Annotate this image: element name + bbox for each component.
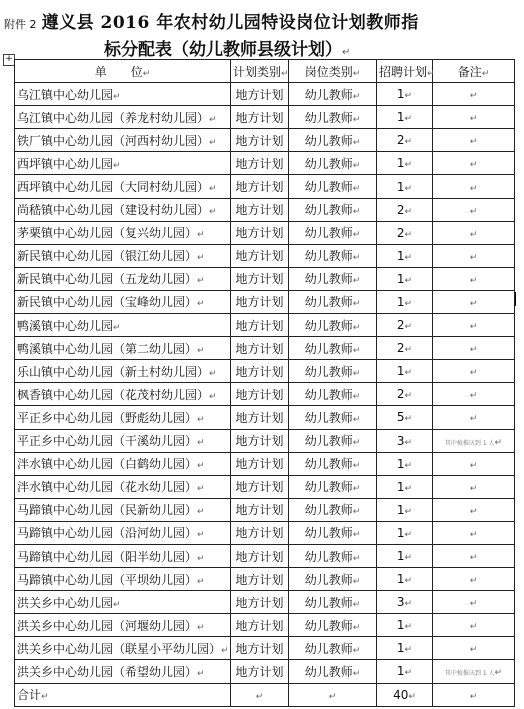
cell-post-type: 幼儿教师↵ bbox=[289, 544, 377, 567]
paragraph-mark-icon: ↵ bbox=[197, 507, 205, 518]
paragraph-mark-icon: ↵ bbox=[469, 91, 478, 102]
cell-plan-type: 地方计划 bbox=[231, 83, 289, 106]
cell-note bbox=[433, 244, 515, 267]
paragraph-mark-icon: ↵ bbox=[352, 391, 361, 402]
cell-total-count: 40↵ bbox=[377, 683, 433, 706]
cell-count: 1↵ bbox=[377, 544, 433, 567]
cell-note bbox=[433, 106, 515, 129]
cell-post-type: 幼儿教师↵ bbox=[289, 106, 377, 129]
paragraph-mark-icon: ↵ bbox=[197, 553, 205, 564]
cell-count: 1↵ bbox=[377, 290, 433, 313]
paragraph-mark-icon: ↵ bbox=[209, 137, 217, 148]
cell-plan-type: 地方计划 bbox=[231, 637, 289, 660]
cell-note bbox=[433, 591, 515, 614]
paragraph-mark-icon: ↵ bbox=[197, 414, 205, 425]
paragraph-mark-icon: ↵ bbox=[469, 183, 478, 194]
cell-post-type: 幼儿教师↵ bbox=[289, 360, 377, 383]
cell-empty bbox=[433, 683, 515, 706]
cell-plan-type: 地方计划 bbox=[231, 498, 289, 521]
cell-count: 2↵ bbox=[377, 221, 433, 244]
cell-note bbox=[433, 129, 515, 152]
paragraph-mark-icon: ↵ bbox=[469, 298, 478, 309]
paragraph-mark-icon: ↵ bbox=[209, 368, 217, 379]
paragraph-mark-icon: ↵ bbox=[469, 114, 478, 125]
paragraph-mark-icon: ↵ bbox=[352, 68, 361, 79]
cell-unit: 新民镇中心幼儿园（五龙幼儿园）↵ bbox=[15, 267, 231, 290]
paragraph-mark-icon: ↵ bbox=[197, 668, 205, 679]
cell-unit: 平正乡中心幼儿园（干溪幼儿园）↵ bbox=[15, 429, 231, 452]
cell-count: 2↵ bbox=[377, 198, 433, 221]
cell-plan-type: 地方计划 bbox=[231, 337, 289, 360]
table-row bbox=[15, 337, 515, 360]
paragraph-mark-icon: ↵ bbox=[469, 137, 478, 148]
table-row bbox=[15, 129, 515, 152]
paragraph-mark-icon: ↵ bbox=[404, 599, 413, 610]
cell-note bbox=[433, 337, 515, 360]
cell-unit: 新民镇中心幼儿园（宝峰幼儿园）↵ bbox=[15, 290, 231, 313]
cell-plan-type: 地方计划 bbox=[231, 106, 289, 129]
paragraph-mark-icon: ↵ bbox=[404, 668, 413, 679]
paragraph-mark-icon: ↵ bbox=[404, 414, 413, 425]
cell-note bbox=[433, 198, 515, 221]
table-row bbox=[15, 267, 515, 290]
cell-note bbox=[433, 221, 515, 244]
cell-total-label: 合计↵ bbox=[15, 683, 231, 706]
document-title-line2 bbox=[104, 35, 350, 60]
table-row bbox=[15, 475, 515, 498]
paragraph-mark-icon: ↵ bbox=[352, 160, 361, 171]
cell-unit: 铁厂镇中心幼儿园（河西村幼儿园）↵ bbox=[15, 129, 231, 152]
paragraph-mark-icon: ↵ bbox=[404, 252, 413, 263]
cell-plan-type: 地方计划 bbox=[231, 152, 289, 175]
paragraph-mark-icon: ↵ bbox=[352, 276, 361, 287]
cell-count: 1↵ bbox=[377, 614, 433, 637]
cell-note bbox=[433, 406, 515, 429]
paragraph-mark-icon: ↵ bbox=[352, 322, 361, 333]
paragraph-mark-icon: ↵ bbox=[404, 645, 413, 656]
paragraph-mark-icon: ↵ bbox=[352, 299, 361, 310]
paragraph-mark-icon: ↵ bbox=[404, 460, 413, 471]
paragraph-mark-icon: ↵ bbox=[197, 345, 205, 356]
header-count: 招聘计划↵ bbox=[377, 60, 433, 83]
paragraph-mark-icon: ↵ bbox=[113, 322, 121, 333]
paragraph-mark-icon: ↵ bbox=[197, 484, 205, 495]
paragraph-mark-icon: ↵ bbox=[404, 576, 413, 587]
paragraph-mark-icon: ↵ bbox=[352, 184, 361, 195]
cell-unit: 马蹄镇中心幼儿园（阳半幼儿园）↵ bbox=[15, 544, 231, 567]
paragraph-mark-icon: ↵ bbox=[113, 599, 121, 610]
table-row bbox=[15, 614, 515, 637]
table-row bbox=[15, 544, 515, 567]
cell-plan-type: 地方计划 bbox=[231, 175, 289, 198]
paragraph-mark-icon: ↵ bbox=[469, 229, 478, 240]
table-row bbox=[15, 660, 515, 683]
paragraph-mark-icon: ↵ bbox=[469, 322, 478, 333]
cell-unit: 尚嵇镇中心幼儿园（建设村幼儿园）↵ bbox=[15, 198, 231, 221]
paragraph-mark-icon: ↵ bbox=[197, 622, 205, 633]
cell-empty bbox=[231, 683, 289, 706]
paragraph-mark-icon: ↵ bbox=[404, 553, 413, 564]
paragraph-mark-icon: ↵ bbox=[404, 322, 413, 333]
paragraph-mark-icon: ↵ bbox=[352, 553, 361, 564]
paragraph-mark-icon: ↵ bbox=[352, 484, 361, 495]
paragraph-mark-icon: ↵ bbox=[404, 345, 413, 356]
paragraph-mark-icon: ↵ bbox=[404, 368, 413, 379]
cell-post-type: 幼儿教师↵ bbox=[289, 175, 377, 198]
paragraph-mark-icon: ↵ bbox=[352, 507, 361, 518]
cell-unit: 洪关乡中心幼儿园（希望幼儿园）↵ bbox=[15, 660, 231, 683]
table-row bbox=[15, 152, 515, 175]
cell-plan-type: 地方计划 bbox=[231, 660, 289, 683]
paragraph-mark-icon: ↵ bbox=[352, 368, 361, 379]
paragraph-mark-icon: ↵ bbox=[352, 438, 361, 449]
cell-unit: 马蹄镇中心幼儿园（沿河幼儿园）↵ bbox=[15, 521, 231, 544]
cell-note bbox=[433, 521, 515, 544]
paragraph-mark-icon: ↵ bbox=[113, 91, 121, 102]
cell-count: 1↵ bbox=[377, 83, 433, 106]
cell-unit: 马蹄镇中心幼儿园（平坝幼儿园）↵ bbox=[15, 568, 231, 591]
paragraph-mark-icon: ↵ bbox=[404, 391, 413, 402]
paragraph-mark-icon: ↵ bbox=[113, 160, 121, 171]
cell-plan-type: 地方计划 bbox=[231, 544, 289, 567]
paragraph-mark-icon: ↵ bbox=[469, 368, 478, 379]
paragraph-mark-icon: ↵ bbox=[352, 114, 361, 125]
cell-unit: 新民镇中心幼儿园（银江幼儿园）↵ bbox=[15, 244, 231, 267]
paragraph-mark-icon: ↵ bbox=[494, 437, 503, 448]
paragraph-mark-icon: ↵ bbox=[197, 438, 205, 449]
table-row bbox=[15, 429, 515, 452]
table-row bbox=[15, 290, 515, 313]
table-body bbox=[15, 83, 515, 707]
paragraph-mark-icon: ↵ bbox=[469, 414, 478, 425]
cell-count: 2↵ bbox=[377, 337, 433, 360]
paragraph-mark-icon: ↵ bbox=[427, 68, 435, 79]
cell-post-type: 幼儿教师↵ bbox=[289, 198, 377, 221]
cell-note bbox=[433, 452, 515, 475]
cell-count: 1↵ bbox=[377, 452, 433, 475]
paragraph-mark-icon: ↵ bbox=[197, 230, 205, 241]
paragraph-mark-icon: ↵ bbox=[469, 599, 478, 610]
cell-post-type: 幼儿教师↵ bbox=[289, 267, 377, 290]
paragraph-mark-icon: ↵ bbox=[352, 622, 361, 633]
cell-note bbox=[433, 637, 515, 660]
paragraph-mark-icon: ↵ bbox=[404, 229, 413, 240]
paragraph-mark-icon: ↵ bbox=[469, 553, 478, 564]
paragraph-mark-icon: ↵ bbox=[469, 645, 478, 656]
paragraph-mark-icon: ↵ bbox=[197, 530, 205, 541]
paragraph-mark-icon: ↵ bbox=[209, 207, 217, 218]
cell-plan-type: 地方计划 bbox=[231, 429, 289, 452]
cell-count: 1↵ bbox=[377, 106, 433, 129]
paragraph-mark-icon: ↵ bbox=[469, 345, 478, 356]
cell-post-type: 幼儿教师↵ bbox=[289, 129, 377, 152]
paragraph-mark-icon: ↵ bbox=[404, 483, 413, 494]
cell-empty bbox=[289, 683, 377, 706]
table-row bbox=[15, 106, 515, 129]
document-title: 遵义县 2016 年农村幼儿园特设岗位计划教师指 bbox=[41, 13, 419, 33]
paragraph-mark-icon: ↵ bbox=[404, 275, 413, 286]
table-row bbox=[15, 360, 515, 383]
cell-count: 2↵ bbox=[377, 314, 433, 337]
table-row bbox=[15, 452, 515, 475]
paragraph-mark-icon: ↵ bbox=[352, 530, 361, 541]
paragraph-mark-icon: ↵ bbox=[469, 506, 478, 517]
paragraph-mark-icon: ↵ bbox=[142, 68, 151, 79]
cell-post-type: 幼儿教师↵ bbox=[289, 244, 377, 267]
cell-count: 3↵ bbox=[377, 591, 433, 614]
cell-note bbox=[433, 498, 515, 521]
table-row bbox=[15, 175, 515, 198]
cell-plan-type: 地方计划 bbox=[231, 568, 289, 591]
cell-unit: 乐山镇中心幼儿园（新土村幼儿园）↵ bbox=[15, 360, 231, 383]
cell-note: 其中植推庆到 1 人↵ bbox=[433, 429, 515, 452]
cell-note bbox=[433, 314, 515, 337]
paragraph-mark-icon: ↵ bbox=[494, 668, 503, 679]
cell-unit: 洪关乡中心幼儿园↵ bbox=[15, 591, 231, 614]
paragraph-mark-icon: ↵ bbox=[221, 645, 229, 656]
paragraph-mark-icon: ↵ bbox=[352, 599, 361, 610]
cell-plan-type: 地方计划 bbox=[231, 221, 289, 244]
total-row bbox=[15, 683, 515, 706]
cell-post-type: 幼儿教师↵ bbox=[289, 221, 377, 244]
paragraph-mark-icon: ↵ bbox=[404, 437, 413, 448]
cell-note bbox=[433, 152, 515, 175]
cell-post-type: 幼儿教师↵ bbox=[289, 383, 377, 406]
paragraph-mark-icon: ↵ bbox=[469, 576, 478, 587]
table-row bbox=[15, 83, 515, 106]
cell-note bbox=[433, 175, 515, 198]
table-row bbox=[15, 198, 515, 221]
cell-count: 3↵ bbox=[377, 429, 433, 452]
table-row bbox=[15, 637, 515, 660]
paragraph-mark-icon: ↵ bbox=[469, 275, 478, 286]
paragraph-mark-icon: ↵ bbox=[469, 391, 478, 402]
cell-plan-type: 地方计划 bbox=[231, 267, 289, 290]
cell-post-type: 幼儿教师↵ bbox=[289, 498, 377, 521]
cell-plan-type: 地方计划 bbox=[231, 290, 289, 313]
cell-note bbox=[433, 383, 515, 406]
cell-note: 其中植推庆到 1 人↵ bbox=[433, 660, 515, 683]
paragraph-mark-icon: ↵ bbox=[352, 207, 361, 218]
paragraph-mark-icon: ↵ bbox=[404, 114, 413, 125]
table-row bbox=[15, 383, 515, 406]
table-move-handle-icon[interactable]: + bbox=[3, 54, 15, 66]
paragraph-mark-icon: ↵ bbox=[352, 345, 361, 356]
paragraph-mark-icon: ↵ bbox=[352, 91, 361, 102]
paragraph-mark-icon: ↵ bbox=[197, 299, 205, 310]
paragraph-mark-icon: ↵ bbox=[352, 137, 361, 148]
table-row bbox=[15, 244, 515, 267]
cell-count: 1↵ bbox=[377, 498, 433, 521]
cell-unit: 洪关乡中心幼儿园（联星小平幼儿园）↵ bbox=[15, 637, 231, 660]
cell-post-type: 幼儿教师↵ bbox=[289, 406, 377, 429]
paragraph-mark-icon: ↵ bbox=[197, 576, 205, 587]
paragraph-mark-icon: ↵ bbox=[481, 68, 490, 79]
paragraph-mark-icon: ↵ bbox=[281, 68, 289, 79]
cell-note bbox=[433, 568, 515, 591]
table-row bbox=[15, 314, 515, 337]
paragraph-mark-icon: ↵ bbox=[209, 114, 217, 125]
header-unit: 单 位↵ bbox=[15, 60, 231, 83]
paragraph-mark-icon: ↵ bbox=[352, 230, 361, 241]
cell-unit: 枫香镇中心幼儿园（花茂村幼儿园）↵ bbox=[15, 383, 231, 406]
paragraph-mark-icon: ↵ bbox=[197, 276, 205, 287]
header-plan-type: 计划类别↵ bbox=[231, 60, 289, 83]
paragraph-mark-icon: ↵ bbox=[352, 253, 361, 264]
cell-post-type: 幼儿教师↵ bbox=[289, 591, 377, 614]
cell-plan-type: 地方计划 bbox=[231, 383, 289, 406]
cell-plan-type: 地方计划 bbox=[231, 198, 289, 221]
paragraph-mark-icon: ↵ bbox=[404, 160, 413, 171]
paragraph-mark-icon: ↵ bbox=[404, 91, 413, 102]
paragraph-mark-icon: ↵ bbox=[41, 692, 49, 703]
cell-count: 1↵ bbox=[377, 660, 433, 683]
paragraph-mark-icon: ↵ bbox=[352, 576, 361, 587]
attachment-label: 附件 2 bbox=[4, 18, 37, 31]
cell-unit: 乌江镇中心幼儿园（养龙村幼儿园）↵ bbox=[15, 106, 231, 129]
cell-note bbox=[433, 614, 515, 637]
paragraph-mark-icon: ↵ bbox=[469, 160, 478, 171]
table-row bbox=[15, 406, 515, 429]
header-note: 备注↵ bbox=[433, 60, 515, 83]
paragraph-mark-icon: ↵ bbox=[469, 622, 478, 633]
cell-unit: 平正乡中心幼儿园（野彪幼儿园）↵ bbox=[15, 406, 231, 429]
cell-count: 1↵ bbox=[377, 152, 433, 175]
cell-count: 1↵ bbox=[377, 475, 433, 498]
paragraph-mark-icon: ↵ bbox=[404, 529, 413, 540]
paragraph-mark-icon: ↵ bbox=[197, 461, 205, 472]
paragraph-mark-icon: ↵ bbox=[404, 137, 413, 148]
paragraph-mark-icon: ↵ bbox=[404, 298, 413, 309]
cell-post-type: 幼儿教师↵ bbox=[289, 429, 377, 452]
cell-count: 5↵ bbox=[377, 406, 433, 429]
cell-post-type: 幼儿教师↵ bbox=[289, 83, 377, 106]
paragraph-mark-icon: ↵ bbox=[404, 622, 413, 633]
table-row bbox=[15, 591, 515, 614]
table-header-row bbox=[15, 60, 515, 83]
cell-note bbox=[433, 267, 515, 290]
cell-plan-type: 地方计划 bbox=[231, 360, 289, 383]
cell-count: 1↵ bbox=[377, 637, 433, 660]
paragraph-mark-icon: ↵ bbox=[209, 391, 217, 402]
cell-post-type: 幼儿教师↵ bbox=[289, 521, 377, 544]
cell-post-type: 幼儿教师↵ bbox=[289, 337, 377, 360]
paragraph-mark-icon: ↵ bbox=[469, 691, 478, 702]
cell-unit: 泮水镇中心幼儿园（白鹤幼儿园）↵ bbox=[15, 452, 231, 475]
cell-unit: 乌江镇中心幼儿园↵ bbox=[15, 83, 231, 106]
table-row bbox=[15, 568, 515, 591]
cell-post-type: 幼儿教师↵ bbox=[289, 290, 377, 313]
paragraph-mark-icon: ↵ bbox=[469, 252, 478, 263]
cell-plan-type: 地方计划 bbox=[231, 406, 289, 429]
cell-count: 1↵ bbox=[377, 521, 433, 544]
document-title-cont: 标分配表 bbox=[104, 40, 172, 60]
cell-plan-type: 地方计划 bbox=[231, 521, 289, 544]
paragraph-mark-icon: ↵ bbox=[408, 691, 416, 702]
paragraph-mark-icon: ↵ bbox=[352, 645, 361, 656]
cell-plan-type: 地方计划 bbox=[231, 129, 289, 152]
paragraph-mark-icon: ↵ bbox=[328, 691, 337, 702]
cell-count: 1↵ bbox=[377, 360, 433, 383]
cell-count: 2↵ bbox=[377, 129, 433, 152]
cell-count: 2↵ bbox=[377, 383, 433, 406]
cell-post-type: 幼儿教师↵ bbox=[289, 614, 377, 637]
cell-post-type: 幼儿教师↵ bbox=[289, 637, 377, 660]
paragraph-mark-icon: ↵ bbox=[404, 183, 413, 194]
cell-unit: 西坪镇中心幼儿园（大同村幼儿园）↵ bbox=[15, 175, 231, 198]
paragraph-mark-icon: ↵ bbox=[469, 460, 478, 471]
cell-count: 1↵ bbox=[377, 175, 433, 198]
cell-note bbox=[433, 360, 515, 383]
paragraph-mark-icon: ↵ bbox=[469, 483, 478, 494]
header-post-type: 岗位类别↵ bbox=[289, 60, 377, 83]
cell-post-type: 幼儿教师↵ bbox=[289, 660, 377, 683]
cell-unit: 泮水镇中心幼儿园（花水幼儿园）↵ bbox=[15, 475, 231, 498]
cell-plan-type: 地方计划 bbox=[231, 591, 289, 614]
paragraph-mark-icon: ↵ bbox=[352, 668, 361, 679]
table-row bbox=[15, 221, 515, 244]
paragraph-mark-icon: ↵ bbox=[342, 47, 351, 58]
cell-plan-type: 地方计划 bbox=[231, 475, 289, 498]
paragraph-mark-icon: ↵ bbox=[255, 691, 264, 702]
cell-unit: 西坪镇中心幼儿园↵ bbox=[15, 152, 231, 175]
allocation-table bbox=[14, 59, 515, 707]
cell-plan-type: 地方计划 bbox=[231, 614, 289, 637]
cell-post-type: 幼儿教师↵ bbox=[289, 152, 377, 175]
paragraph-mark-icon: ↵ bbox=[469, 529, 478, 540]
document-subtitle: （幼儿教师县级计划） bbox=[172, 40, 342, 60]
cell-unit: 茅栗镇中心幼儿园（复兴幼儿园）↵ bbox=[15, 221, 231, 244]
cell-note bbox=[433, 544, 515, 567]
paragraph-mark-icon: ↵ bbox=[404, 206, 413, 217]
paragraph-mark-icon: ↵ bbox=[404, 506, 413, 517]
cell-unit: 鸭溪镇中心幼儿园（第二幼儿园）↵ bbox=[15, 337, 231, 360]
cell-count: 1↵ bbox=[377, 267, 433, 290]
cell-post-type: 幼儿教师↵ bbox=[289, 568, 377, 591]
cell-note bbox=[433, 290, 515, 313]
cell-unit: 洪关乡中心幼儿园（河堰幼儿园）↵ bbox=[15, 614, 231, 637]
document-title-line1 bbox=[4, 8, 419, 33]
cell-unit: 马蹄镇中心幼儿园（民新幼儿园）↵ bbox=[15, 498, 231, 521]
cell-post-type: 幼儿教师↵ bbox=[289, 452, 377, 475]
table-row bbox=[15, 521, 515, 544]
cell-post-type: 幼儿教师↵ bbox=[289, 314, 377, 337]
cell-unit: 鸭溪镇中心幼儿园↵ bbox=[15, 314, 231, 337]
cell-note bbox=[433, 475, 515, 498]
paragraph-mark-icon: ↵ bbox=[197, 253, 205, 264]
cell-count: 1↵ bbox=[377, 244, 433, 267]
paragraph-mark-icon: ↵ bbox=[352, 461, 361, 472]
paragraph-mark-icon: ↵ bbox=[469, 206, 478, 217]
cell-post-type: 幼儿教师↵ bbox=[289, 475, 377, 498]
paragraph-mark-icon: ↵ bbox=[352, 414, 361, 425]
paragraph-mark-icon: ↵ bbox=[209, 184, 217, 195]
cell-count: 1↵ bbox=[377, 568, 433, 591]
cell-note bbox=[433, 83, 515, 106]
table-row bbox=[15, 498, 515, 521]
cell-plan-type: 地方计划 bbox=[231, 244, 289, 267]
cell-plan-type: 地方计划 bbox=[231, 314, 289, 337]
cell-plan-type: 地方计划 bbox=[231, 452, 289, 475]
